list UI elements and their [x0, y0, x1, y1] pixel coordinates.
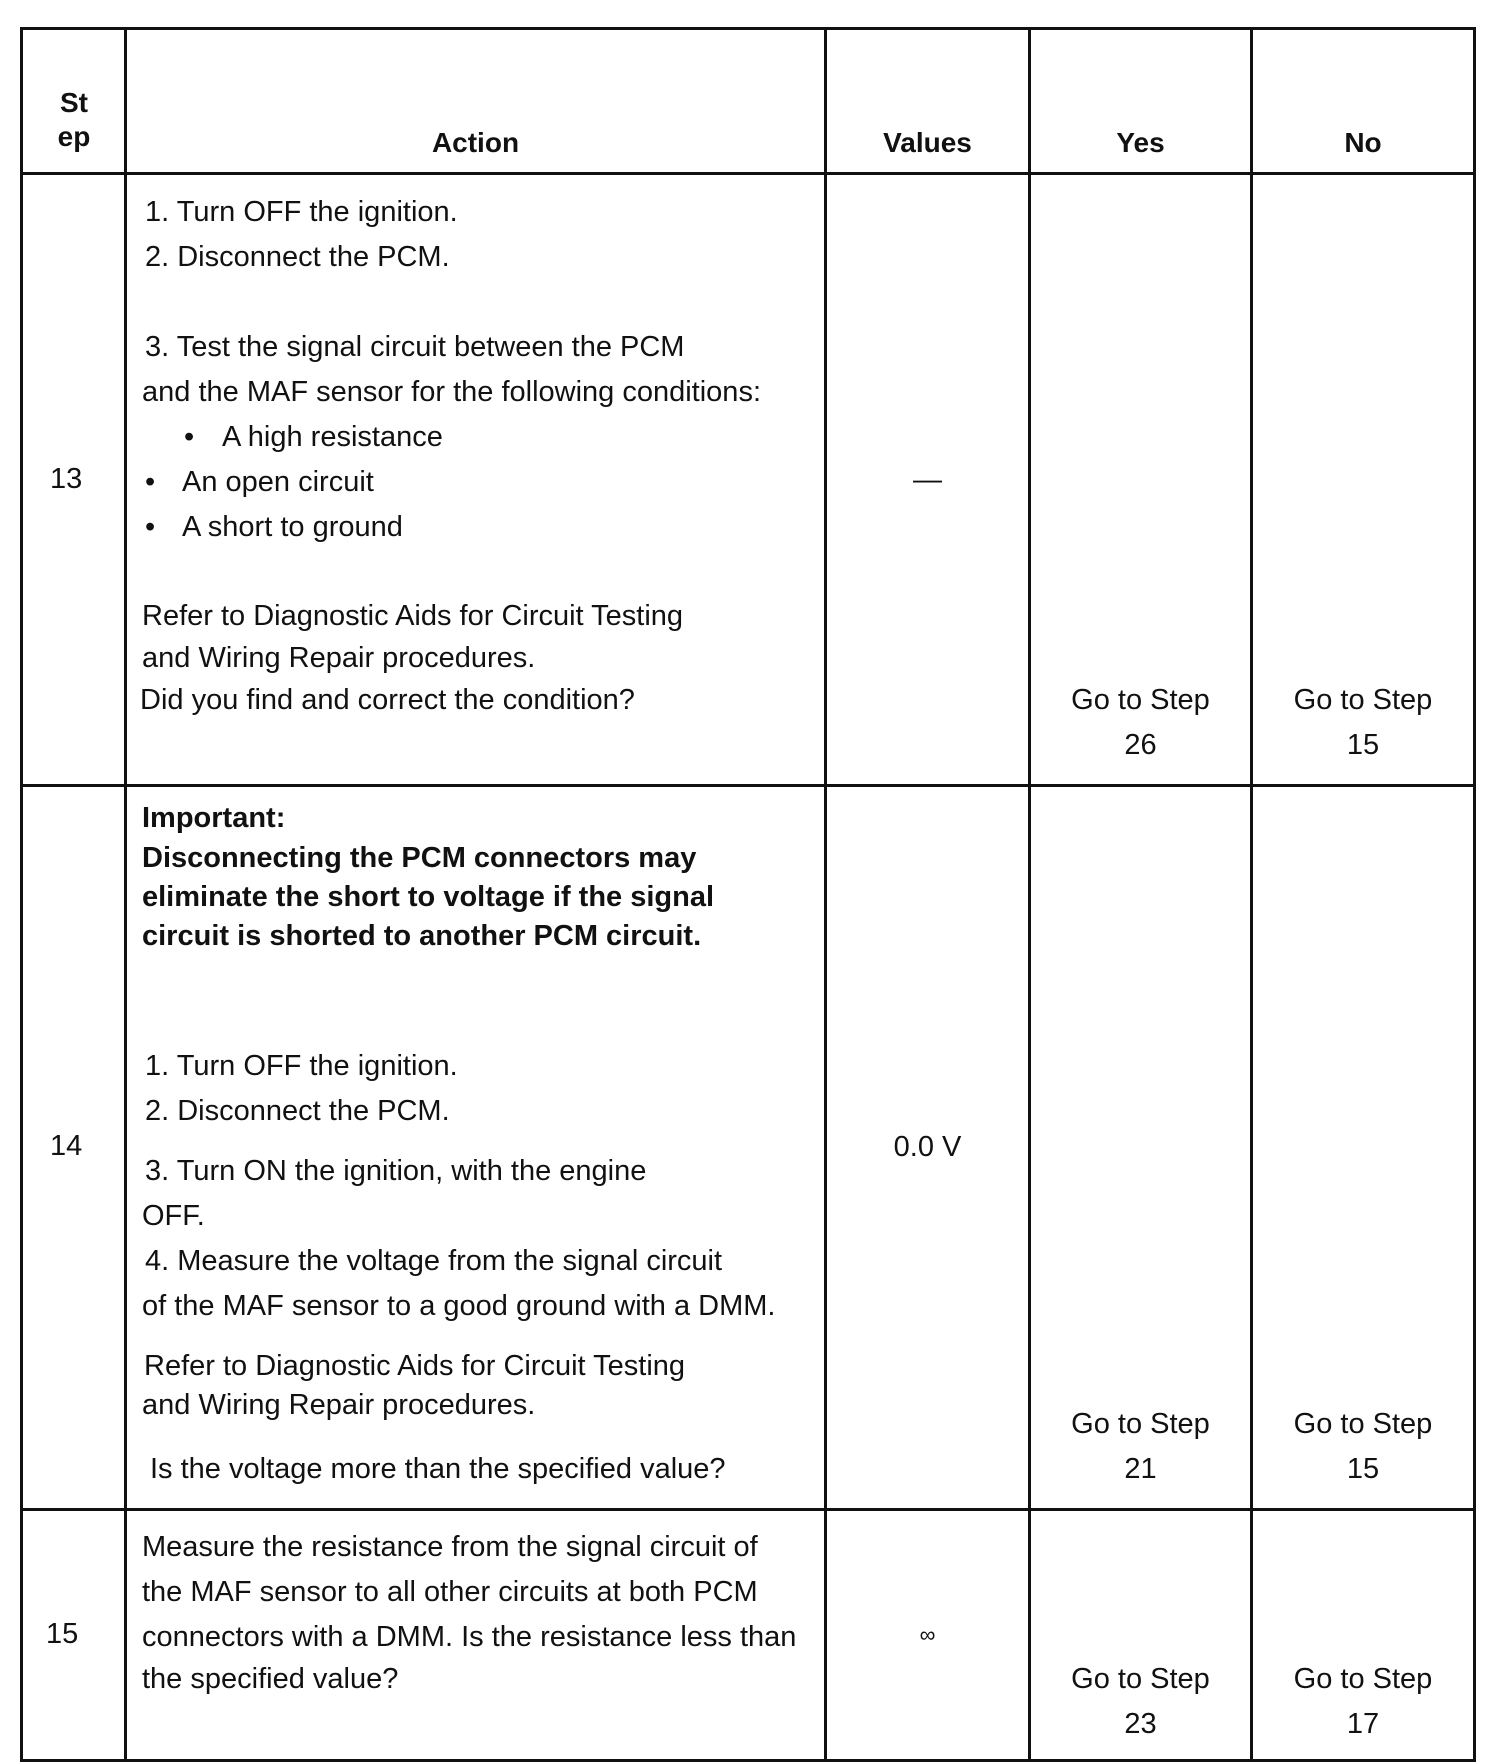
no-cell — [1253, 678, 1473, 768]
row-divider-13-14 — [20, 784, 1476, 787]
bullet-item: A short to ground — [182, 511, 403, 543]
action-line: 1. Turn OFF the ignition. — [145, 1050, 458, 1082]
refer-line: and Wiring Repair procedures. — [142, 1389, 536, 1421]
action-line: OFF. — [142, 1200, 205, 1232]
header-step-line1: St — [60, 87, 88, 118]
goto-step-number: 15 — [1346, 729, 1380, 761]
row-divider-14-15 — [20, 1508, 1476, 1511]
table-border-bottom — [20, 1759, 1476, 1762]
table-border-right — [1473, 27, 1476, 1762]
step-number: 13 — [50, 463, 83, 495]
header-values: Values — [883, 127, 972, 158]
action-line: the specified value? — [142, 1663, 399, 1695]
refer-line: Refer to Diagnostic Aids for Circuit Testing — [142, 600, 684, 632]
no-cell — [1253, 1402, 1473, 1492]
action-line: the MAF sensor to all other circuits at both PCM — [142, 1576, 758, 1608]
header-divider — [20, 172, 1476, 175]
yes-cell — [1031, 1657, 1250, 1747]
action-line: 2. Disconnect the PCM. — [145, 241, 450, 273]
col-divider-action — [824, 27, 827, 1762]
yes-cell — [1031, 1402, 1250, 1492]
no-cell — [1253, 1657, 1473, 1747]
col-divider-yes — [1250, 27, 1253, 1762]
goto-step-number: 26 — [1124, 729, 1157, 761]
action-line: connectors with a DMM. Is the resistance less than — [142, 1621, 797, 1653]
step-number: 15 — [46, 1618, 79, 1650]
action-line: 4. Measure the voltage from the signal circuit — [145, 1245, 723, 1277]
value-cell: — — [913, 464, 942, 496]
header-no: No — [1344, 127, 1382, 158]
bullet-item: An open circuit — [182, 466, 374, 498]
important-line: eliminate the short to voltage if the signal — [142, 881, 715, 913]
table-border-left — [20, 27, 23, 1762]
table-border-top — [20, 27, 1476, 30]
action-line: 1. Turn OFF the ignition. — [145, 196, 458, 228]
goto-label: Go to Step — [1071, 1663, 1210, 1695]
header-step-line2: ep — [57, 121, 91, 152]
important-label: Important: — [142, 802, 286, 834]
refer-line: and Wiring Repair procedures. — [142, 642, 536, 674]
value-cell: ∞ — [919, 1622, 936, 1647]
action-line: 3. Test the signal circuit between the PCM — [145, 331, 685, 363]
header-step — [22, 86, 126, 154]
action-line: of the MAF sensor to a good ground with a DMM. — [142, 1290, 776, 1322]
bullet-item: A high resistance — [222, 421, 443, 453]
important-line: Disconnecting the PCM connectors may — [142, 842, 697, 874]
important-line: circuit is shorted to another PCM circuit. — [142, 920, 702, 952]
header-yes: Yes — [1116, 127, 1165, 158]
goto-label: Go to Step — [1071, 1408, 1210, 1440]
goto-step-number: 17 — [1346, 1708, 1380, 1740]
step-number: 14 — [50, 1130, 83, 1162]
goto-label: Go to Step — [1071, 684, 1210, 716]
bullet-glyph: • — [145, 466, 156, 498]
bullet-glyph: • — [145, 511, 156, 543]
value-cell: 0.0 V — [893, 1131, 962, 1163]
action-line: 2. Disconnect the PCM. — [145, 1095, 450, 1127]
goto-step-number: 21 — [1124, 1453, 1157, 1485]
goto-label: Go to Step — [1293, 684, 1433, 716]
action-line: Measure the resistance from the signal circuit of — [142, 1531, 758, 1563]
question-line: Is the voltage more than the specified value? — [150, 1453, 726, 1485]
refer-line: Refer to Diagnostic Aids for Circuit Testing — [144, 1350, 686, 1382]
goto-label: Go to Step — [1293, 1663, 1433, 1695]
action-line: 3. Turn ON the ignition, with the engine — [145, 1155, 647, 1187]
col-divider-values — [1028, 27, 1031, 1762]
action-line: and the MAF sensor for the following conditions: — [142, 376, 761, 408]
col-divider-step — [124, 27, 127, 1762]
goto-label: Go to Step — [1293, 1408, 1433, 1440]
yes-cell — [1031, 678, 1250, 768]
header-action: Action — [431, 127, 520, 158]
goto-step-number: 15 — [1346, 1453, 1380, 1485]
goto-step-number: 23 — [1124, 1708, 1157, 1740]
question-line: Did you find and correct the condition? — [140, 684, 635, 716]
bullet-glyph: • — [184, 421, 195, 453]
